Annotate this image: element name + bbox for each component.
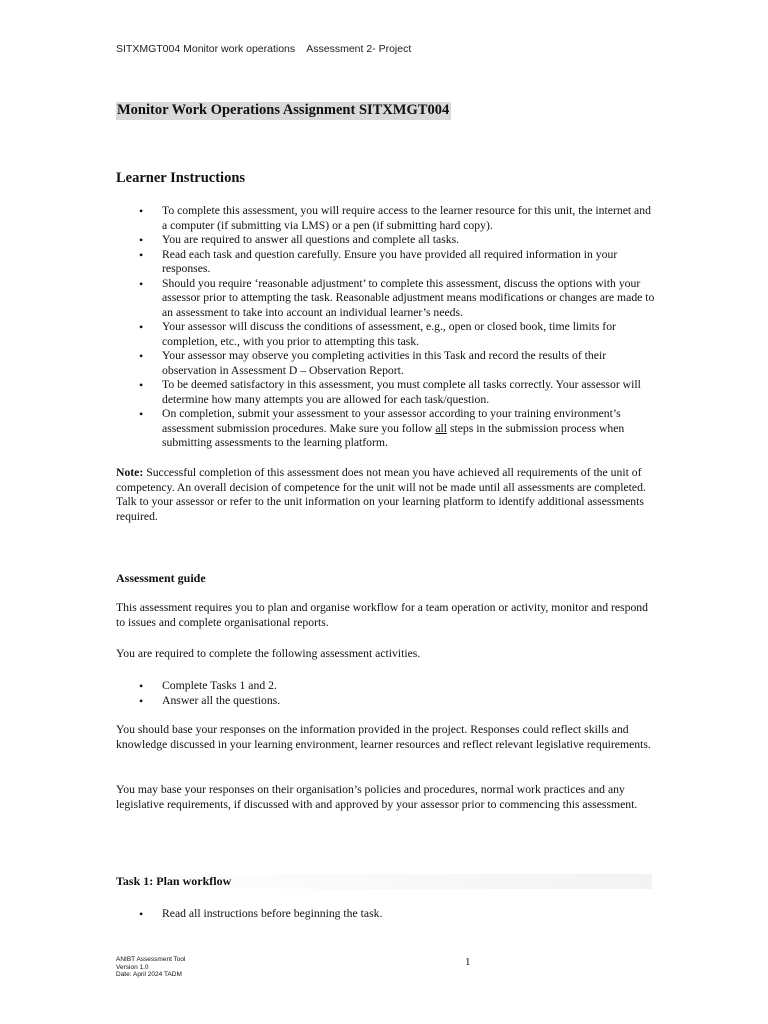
assessment-guide-paragraph: You should base your responses on the information provided in the project. Responses could reflect skills and knowledge discussed in your learning environment, learner resources and reflect relevant legislative requirements.	[116, 723, 651, 751]
list-item: • Should you require ‘reasonable adjustment’ to complete this assessment, discuss the options with your assessor prior to attempting the task. Reasonable adjustment means modifications or changes are made to an assessment to take into account an individual learner’s needs.	[116, 277, 656, 321]
list-item: • You are required to answer all questions and complete all tasks.	[116, 233, 656, 248]
footer-line: ANIBT Assessment Tool	[116, 956, 186, 963]
page-header: SITXMGT004 Monitor work operations Assessment 2- Project	[116, 43, 412, 55]
note-text: Successful completion of this assessment does not mean you have achieved all requirements of the unit of competency. An overall decision of competence for the unit will not be made until all assessments are completed. Talk to your assessor or refer to the unit information on your learning platform to identify additional assessments required.	[116, 466, 646, 523]
task1-heading: Task 1: Plan workflow	[116, 874, 652, 889]
assessment-guide-paragraph: You are required to complete the following assessment activities.	[116, 647, 421, 660]
footer-line: Date: April 2024 TADM	[116, 971, 182, 978]
list-item: • Read each task and question carefully. Ensure you have provided all required information in your responses.	[116, 248, 656, 277]
list-item: • Complete Tasks 1 and 2.	[116, 679, 656, 694]
note-label: Note:	[116, 466, 144, 479]
note-paragraph	[116, 466, 656, 524]
list-item: • Answer all the questions.	[116, 694, 656, 709]
assessment-guide-paragraph: This assessment requires you to plan and organise workflow for a team operation or activity, monitor and respond to issues and complete organisational reports.	[116, 601, 648, 629]
assessment-activities-list	[116, 679, 656, 708]
list-item: • To be deemed satisfactory in this assessment, you must complete all tasks correctly. Your assessor will determine how many attempts you are allowed for each task/question.	[116, 378, 656, 407]
footer-line: Version 1.0	[116, 963, 149, 971]
assessment-guide-paragraph: You may base your responses on their organisation’s policies and procedures, normal work practices and any legislative requirements, if discussed with and approved by your assessor prior to commencing this assessment.	[116, 783, 638, 811]
learner-instructions-list	[116, 204, 656, 451]
task1-list	[116, 907, 656, 922]
list-item-text: steps in the submission process when submitting assessments to the learning platform.	[162, 421, 625, 449]
page-number: 1	[465, 956, 471, 968]
document-title: Monitor Work Operations Assignment SITXMGT004	[117, 102, 450, 118]
learner-instructions-heading: Learner Instructions	[116, 170, 246, 186]
list-item-text: On completion, submit your assessment to your assessor according to your training environment’s assessment submission procedures. Make sure you follow	[162, 407, 621, 435]
assessment-guide-heading: Assessment guide	[116, 571, 206, 585]
list-item: • To complete this assessment, you will require access to the learner resource for this unit, the internet and a computer (if submitting via LMS) or a pen (if submitting hard copy).	[116, 204, 656, 233]
list-item	[116, 407, 656, 451]
underlined-word: all	[435, 421, 448, 435]
list-item: • Your assessor may observe you completing activities in this Task and record the results of their observation in Assessment D – Observation Report.	[116, 349, 656, 378]
list-item: • Your assessor will discuss the conditions of assessment, e.g., open or closed book, time limits for completion, etc., with you prior to attempting this task.	[116, 320, 656, 349]
page-footer	[116, 956, 186, 979]
list-item: • Read all instructions before beginning the task.	[116, 907, 656, 922]
